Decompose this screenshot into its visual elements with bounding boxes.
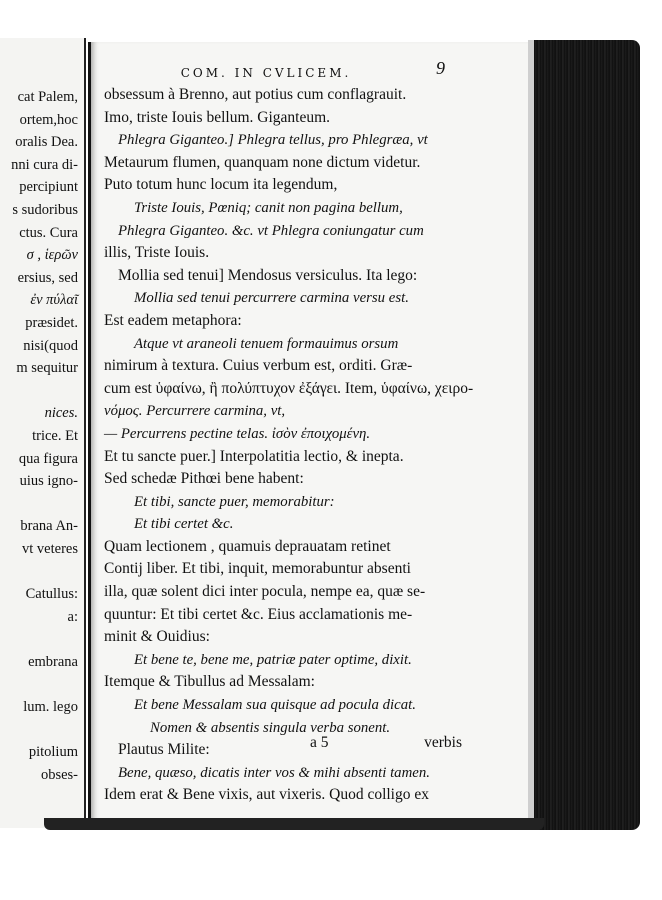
left-text-line: lum. lego — [23, 699, 78, 716]
text-line: Et tibi, sancte puer, memorabitur: — [134, 493, 335, 510]
left-text-line — [0, 380, 84, 403]
running-title: COM. IN CVLICEM. — [180, 66, 352, 80]
page-edge-rim — [528, 40, 534, 830]
left-text-line — [0, 673, 84, 696]
left-text-line: m sequitur — [16, 360, 78, 377]
text-line: Atque vt araneoli tenuem formauimus orsum — [134, 335, 399, 352]
text-line: Quam lectionem , quamuis deprauatam retinet — [104, 537, 391, 555]
left-text-line: trice. Et — [32, 427, 78, 444]
left-text-line: percipiunt — [19, 179, 78, 196]
page-footer — [104, 734, 462, 756]
main-text — [104, 84, 474, 807]
text-line: Et bene te, bene me, patriæ pater optime, dixit. — [134, 651, 412, 668]
left-text-line: nisi(quod — [23, 337, 78, 354]
catchword: verbis — [424, 734, 462, 751]
text-line: νόμος. Percurrere carmina, vt, — [104, 403, 286, 420]
text-line: Mollia sed tenui percurrere carmina versu est. — [134, 290, 409, 307]
text-line: Imo, triste Iouis bellum. Giganteum. — [104, 108, 331, 126]
book-bottom-edge — [44, 818, 544, 830]
text-line: illis, Triste Iouis. — [104, 244, 210, 262]
text-line: Bene, quæso, dicatis inter vos & mihi absenti tamen. — [118, 764, 430, 781]
left-text-line: ersius, sed — [17, 269, 78, 286]
text-line: illa, quæ solent dici inter pocula, nempe ea, quæ se- — [104, 583, 426, 601]
text-line: Sed schedæ Pithœi bene habent: — [104, 470, 304, 488]
left-text-line — [0, 719, 84, 742]
text-line: Mollia sed tenui] Mendosus versiculus. Ita lego: — [118, 266, 418, 284]
signature-mark: a 5 — [310, 734, 329, 751]
left-text-line: ortem,hoc — [19, 111, 78, 128]
left-text-line: vt veteres — [22, 540, 78, 557]
left-text-line: uius igno- — [19, 473, 78, 490]
left-text-line: brana An- — [20, 518, 78, 535]
left-text-line: pitolium — [28, 744, 78, 761]
text-line: Plautus Milite: — [118, 741, 210, 759]
text-line: Et bene Messalam sua quisque ad pocula dicat. — [134, 697, 416, 714]
text-line: minit & Ouidius: — [104, 628, 210, 646]
text-line: obsessum à Brenno, aut potius cum conflagrauit. — [104, 86, 407, 103]
text-line: Est eadem metaphora: — [104, 311, 242, 329]
left-text-line — [0, 493, 84, 516]
text-line: Et tu sancte puer.] Interpolatitia lectio, & inepta. — [104, 447, 404, 465]
left-text-line: embrana — [28, 653, 78, 670]
left-text-line — [0, 560, 84, 583]
left-text-line — [0, 628, 84, 651]
text-line: nimirum à textura. Cuius verbum est, orditi. Græ- — [104, 357, 413, 375]
text-line: Contij liber. Et tibi, inquit, memorabuntur absenti — [104, 560, 411, 578]
text-line: quuntur: Et tibi certet &c. Eius acclamationis me- — [104, 605, 413, 623]
text-line: Puto totum hunc locum ita legendum, — [104, 176, 338, 194]
left-text-line: cat Palem, — [17, 89, 78, 105]
text-line: Phlegra Giganteo.] Phlegra tellus, pro Phlegræa, vt — [118, 132, 428, 149]
left-page — [0, 38, 86, 828]
page-edges — [528, 40, 640, 830]
text-line: Nomen & absentis singula verba sonent. — [150, 719, 391, 736]
left-text-line: qua figura — [18, 450, 78, 467]
text-line: Et tibi certet &c. — [134, 516, 234, 533]
left-text-line: Catullus: — [25, 586, 78, 603]
left-text-line: a: — [67, 608, 78, 625]
left-text-line: obses- — [40, 766, 78, 783]
text-line: — Percurrens pectine telas. ἰσὸν ἐποιχομένη. — [104, 425, 371, 442]
text-line: Idem erat & Bene vixis, aut vixeris. Quod colligo ex — [104, 786, 429, 804]
text-line: Metaurum flumen, quanquam none dictum videtur. — [104, 153, 421, 171]
left-text-line: ctus. Cura — [19, 224, 78, 241]
left-text-line: nices. — [44, 405, 78, 422]
left-text-line: oralis Dea. — [15, 134, 78, 151]
left-text-line: nni cura di- — [11, 156, 78, 173]
left-text-line: præsidet. — [25, 314, 78, 331]
left-text-line: s sudoribus — [12, 201, 78, 218]
text-line: Phlegra Giganteo. &c. vt Phlegra coniungatur cum — [118, 222, 424, 239]
text-line: Itemque & Tibullus ad Messalam: — [104, 673, 315, 691]
left-text-line: σ , ἱερῶν — [26, 247, 78, 264]
text-line: cum est ὑφαίνω, ἢ πολύπτυχον ἐξάγει. Item, ὑφαίνω, χειρο- — [104, 379, 474, 397]
left-page-text — [0, 86, 84, 786]
text-line: Triste Iouis, Pœniq; canit non pagina bellum, — [134, 199, 403, 216]
left-text-line: ἐν πύλαῖ — [30, 292, 78, 309]
page-number: 9 — [436, 58, 445, 78]
